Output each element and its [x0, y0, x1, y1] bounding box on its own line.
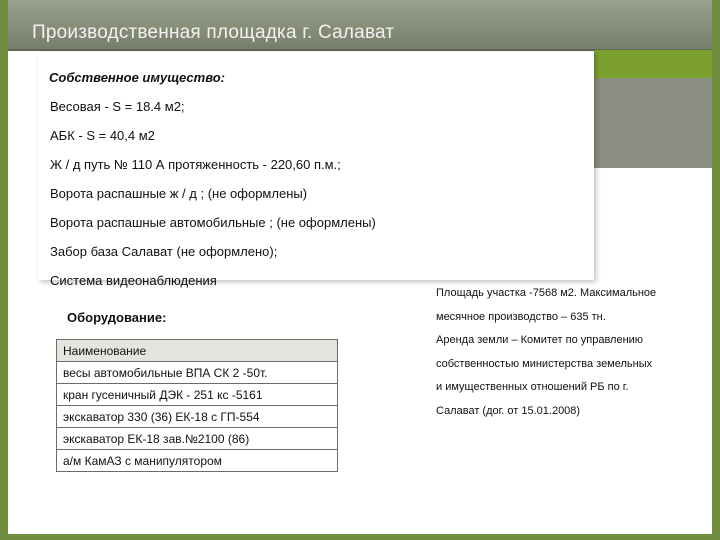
table-row [57, 384, 338, 406]
list-item: Система видеонаблюдения [50, 273, 217, 288]
table-row [57, 450, 338, 472]
accent-block-gray [594, 78, 712, 168]
table-cell: а/м КамАЗ с манипулятором [57, 450, 338, 472]
list-item: Забор база Салават (не оформлено); [50, 244, 278, 259]
accent-block-green [594, 50, 712, 78]
owned-property-list [50, 98, 376, 301]
table-cell: экскаватор 330 (36) ЕК-18 с ГП-554 [57, 406, 338, 428]
title-bar [8, 0, 712, 50]
equipment-heading: Оборудование: [67, 310, 167, 325]
info-line: Салават (дог. от 15.01.2008) [436, 404, 581, 417]
list-item: Ворота распашные ж / д ; (не оформлены) [50, 186, 308, 201]
frame-right-border [712, 0, 720, 540]
list-item: Ворота распашные автомобильные ; (не оформлены) [50, 215, 376, 230]
info-line: Аренда земли – Комитет по управлению [436, 334, 644, 346]
info-line: собственностью министерства земельных [436, 357, 653, 370]
list-item: АБК - S = 40,4 м2 [50, 128, 155, 143]
owned-property-heading: Собственное имущество: [49, 70, 226, 85]
table-cell: экскаватор ЕК-18 зав.№2100 (86) [57, 428, 338, 450]
table-row [57, 406, 338, 428]
table-header-cell: Наименование [57, 340, 338, 362]
table-row [57, 362, 338, 384]
equipment-table [56, 339, 338, 472]
list-item: Весовая - S = 18.4 м2; [50, 99, 185, 114]
info-line: Площадь участка -7568 м2. Максимальное [436, 287, 657, 299]
table-row [57, 428, 338, 450]
page-title: Производственная площадка г. Салават [32, 22, 395, 43]
frame-bottom-border [0, 534, 720, 540]
table-cell: весы автомобильные ВПА СК 2 -50т. [57, 362, 338, 384]
table-header-row [57, 340, 338, 362]
list-item: Ж / д путь № 110 А протяженность - 220,60 п.м.; [50, 157, 341, 172]
frame-left-border [0, 0, 8, 540]
table-cell: кран гусеничный ДЭК - 251 кс -5161 [57, 384, 338, 406]
info-line: месячное производство – 635 тн. [436, 310, 606, 323]
info-line: и имущественных отношений РБ по г. [436, 381, 629, 393]
site-info-text [436, 282, 698, 423]
